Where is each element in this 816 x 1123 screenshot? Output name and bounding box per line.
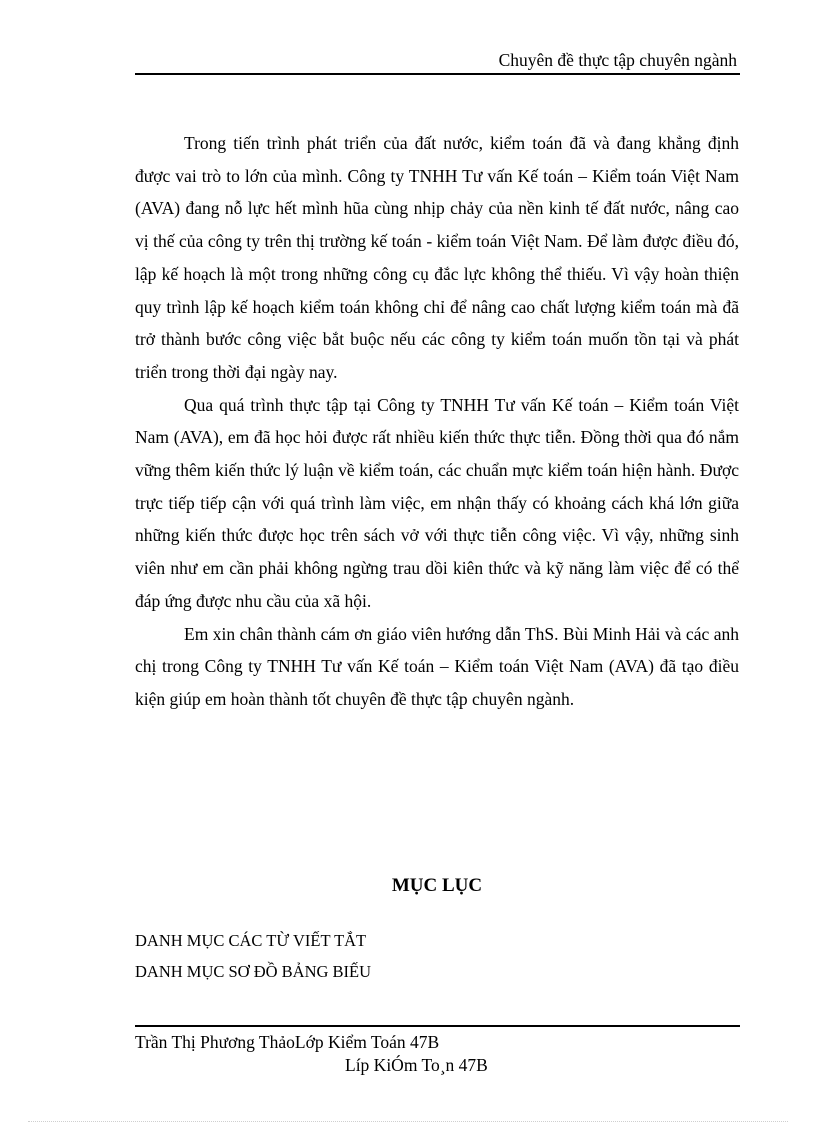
body-paragraph: Trong tiến trình phát triển của đất nước, kiểm toán đã và đang khẳng định được vai trò to lớn của mình. Công ty TNHH Tư vấn Kế toán – Kiểm toán Việt Nam (AVA) đang nỗ lực hết mình hũa cùng nhịp chảy của nền kinh tế đất nước, nâng cao vị thế của công ty trên thị trường kế toán - kiểm toán Việt Nam. Để làm được điều đó, lập kế hoạch là một trong những công cụ đắc lực không thể thiếu. Vì vậy hoàn thiện quy trình lập kế hoạch kiểm toán không chỉ để nâng cao chất lượng kiểm toán mà đã trở thành bước công việc bắt buộc nếu các công ty kiểm toán muốn tồn tại và phát triển trong thời đại ngày nay.	[135, 133, 739, 382]
footer-rule	[135, 1025, 740, 1027]
body-paragraph: Em xin chân thành cám ơn giáo viên hướng dẫn ThS. Bùi Minh Hải và các anh chị trong Công ty TNHH Tư vấn Kế toán – Kiểm toán Việt Nam (AVA) đã tạo điều kiện giúp em hoàn thành tốt chuyên đề thực tập chuyên ngành.	[135, 623, 739, 709]
footer-author-class: Trần Thị Phương ThảoLớp Kiểm Toán 47B	[135, 1032, 440, 1052]
body-paragraph: Qua quá trình thực tập tại Công ty TNHH Tư vấn Kế toán – Kiểm toán Việt Nam (AVA), em đã học hỏi được rất nhiều kiến thức thực tiễn. Đồng thời qua đó nắm vững thêm kiến thức lý luận về kiểm toán, các chuẩn mực kiểm toán hiện hành. Được trực tiếp tiếp cận với quá trình làm việc, em nhận thấy có khoảng cách khá lớn giữa những kiến thức được học trên sách vở với thực tiễn công việc. Vì vậy, những sinh viên như em cần phải không ngừng trau dồi kiên thức và kỹ năng làm việc để có thể đáp ứng được nhu cầu của xã hội.	[135, 394, 739, 611]
page-bottom-edge	[28, 1121, 788, 1122]
footer-class-garbled: Líp KiÓm To¸n 47B	[345, 1055, 488, 1075]
toc-item-diagrams-tables[interactable]: DANH MỤC SƠ ĐỒ BẢNG BIẾU	[135, 962, 372, 981]
header-rule	[135, 73, 740, 75]
page-header-title: Chuyên đề thực tập chuyên ngành	[498, 50, 737, 70]
document-body	[135, 127, 739, 716]
toc-heading: MỤC LỤC	[391, 875, 483, 896]
toc-item-abbreviations[interactable]: DANH MỤC CÁC TỪ VIẾT TẮT	[135, 931, 367, 950]
